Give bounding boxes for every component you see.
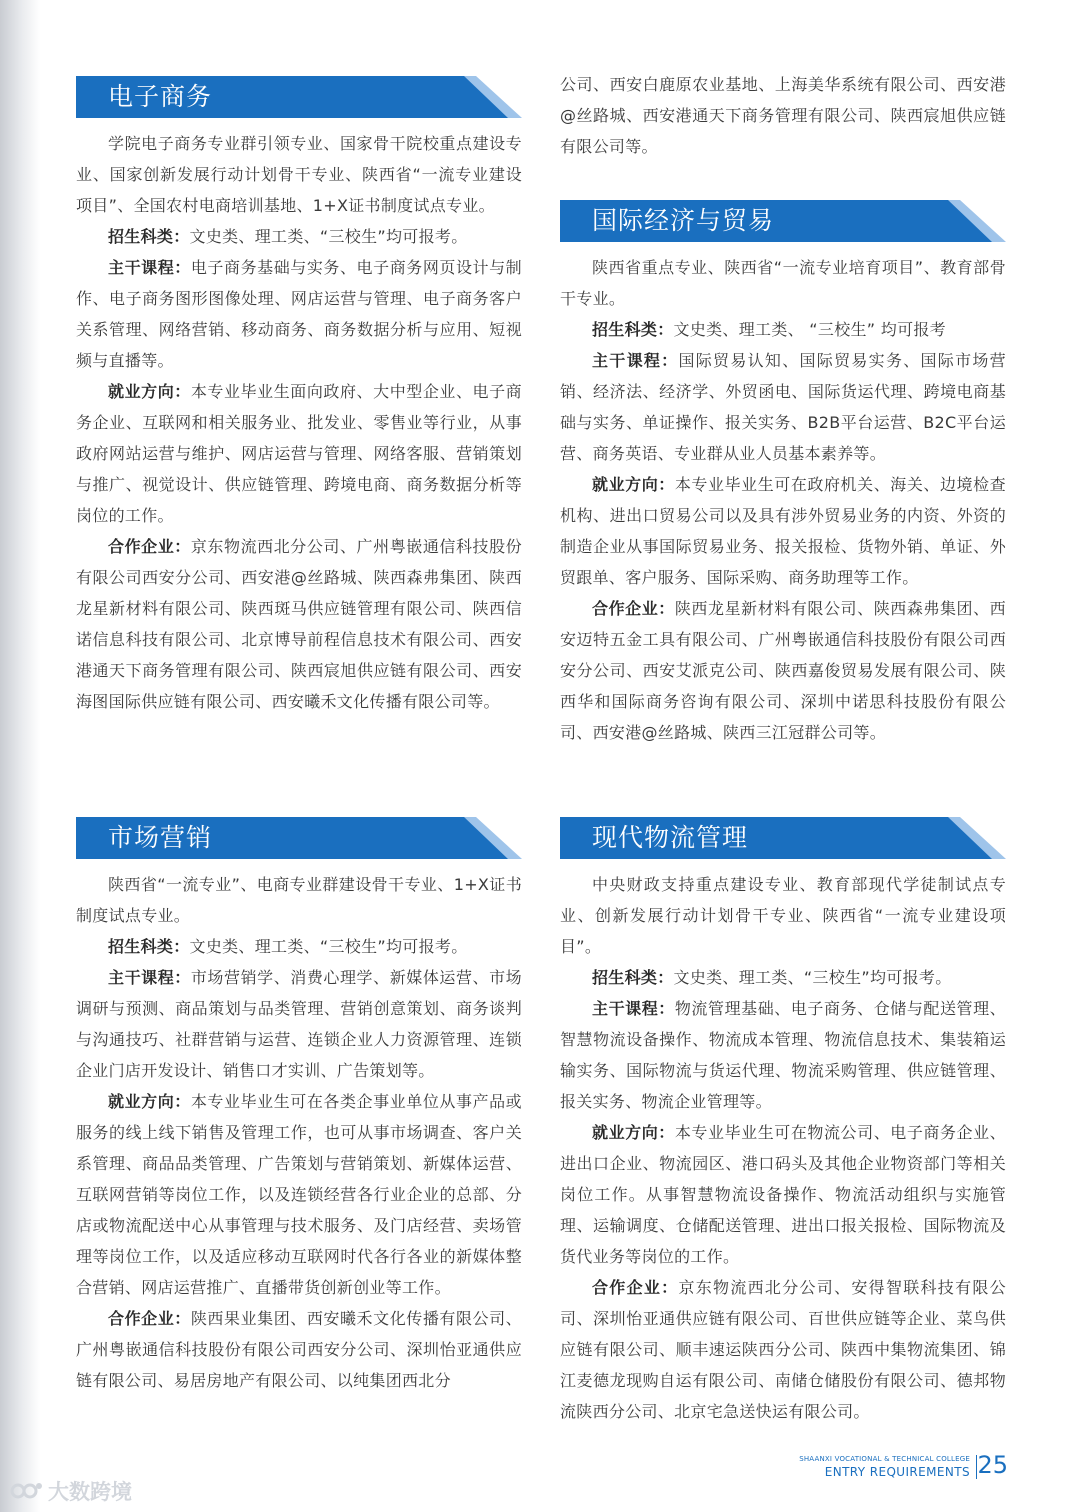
jobs-text: 本专业毕业生可在各类企事业单位从事产品或服务的线上线下销售及管理工作，也可从事市场调查、客户关系管理、商品品类管理、广告策划与营销策划、新媒体运营、互联网营销等岗位工作，以及连锁经营各行业企业的总部、分店或物流配送中心从事管理与技术服务、及门店经营、卖场管理等岗位工作，以及适应移动互联网时代各行各业的新媒体整合营销、网店运营推广、直播带货创新创业等工作。	[76, 1092, 522, 1297]
section-trade	[560, 200, 1006, 748]
jobs-label: 就业方向：	[592, 475, 675, 494]
footer-college-name: SHAANXI VOCATIONAL & TECHNICAL COLLEGE	[799, 1455, 970, 1463]
partners-label: 合作企业：	[592, 1278, 679, 1297]
page-footer	[768, 1453, 1008, 1483]
partners-label: 合作企业：	[108, 537, 191, 556]
footer-section-name: ENTRY REQUIREMENTS	[824, 1465, 970, 1479]
enroll-paragraph	[76, 221, 522, 252]
partners-text: 京东物流西北分公司、广州粤嵌通信科技股份有限公司西安分公司、西安港@丝路城、陕西森弗集团、陕西龙星新材料有限公司、陕西斑马供应链管理有限公司、陕西信诺信息科技有限公司、北京博导前程信息技术有限公司、西安港通天下商务管理有限公司、陕西宸旭供应链有限公司、西安海图国际供应链有限公司、西安曦禾文化传播有限公司等。	[76, 537, 522, 711]
courses-text: 物流管理基础、电子商务、仓储与配送管理、智慧物流设备操作、物流成本管理、物流信息技术、集装箱运输实务、国际物流与货运代理、物流采购管理、供应链管理、报关实务、物流企业管理等。	[560, 999, 1006, 1111]
section-heading-bar	[76, 76, 522, 118]
watermark-logo-icon	[10, 1479, 44, 1503]
partners-text: 陕西龙星新材料有限公司、陕西森弗集团、西安迈特五金工具有限公司、广州粤嵌通信科技股份有限公司西安分公司、西安艾派克公司、陕西嘉俊贸易发展有限公司、陕西华和国际商务咨询有限公司、深圳中诺思科技股份有限公司、西安港@丝路城、陕西三江冠群公司等。	[560, 599, 1006, 742]
jobs-label: 就业方向：	[108, 1092, 191, 1111]
section-heading-bar	[560, 817, 1006, 859]
section-intro: 陕西省“一流专业”、电商专业群建设骨干专业、1+X证书制度试点专业。	[76, 875, 522, 925]
section-marketing-continued	[560, 69, 1006, 162]
jobs-label: 就业方向：	[592, 1123, 675, 1142]
partners-paragraph	[76, 531, 522, 717]
courses-text: 电子商务基础与实务、电子商务网页设计与制作、电子商务图形图像处理、网店运营与管理、电子商务客户关系管理、网络营销、移动商务、商务数据分析与应用、短视频与直播等。	[76, 258, 522, 370]
section-intro: 学院电子商务专业群引领专业、国家骨干院校重点建设专业、国家创新发展行动计划骨干专业、陕西省“一流专业建设项目”、全国农村电商培训基地、1+X证书制度试点专业。	[76, 134, 522, 215]
section-title: 电子商务	[108, 82, 213, 111]
courses-label: 主干课程：	[592, 351, 679, 370]
watermark-text: 大数跨境	[48, 1480, 132, 1504]
page-number: 25	[977, 1451, 1008, 1479]
courses-paragraph	[76, 252, 522, 376]
enroll-label: 招生科类：	[592, 320, 674, 339]
jobs-paragraph	[560, 1117, 1006, 1272]
jobs-text: 本专业毕业生可在物流公司、电子商务企业、进出口企业、物流园区、港口码头及其他企业物资部门等相关岗位工作。从事智慧物流设备操作、物流活动组织与实施管理、运输调度、仓储配送管理、进出口报关报检、国际物流及货代业务等岗位的工作。	[560, 1123, 1006, 1266]
section-intro: 陕西省重点专业、陕西省“一流专业培育项目”、教育部骨干专业。	[560, 258, 1006, 308]
courses-paragraph	[76, 962, 522, 1086]
enroll-label: 招生科类：	[592, 968, 674, 987]
section-title: 现代物流管理	[592, 823, 749, 852]
partners-text: 陕西果业集团、西安曦禾文化传播有限公司、广州粤嵌通信科技股份有限公司西安分公司、深圳怡亚通供应链有限公司、易居房地产有限公司、以纯集团西北分	[76, 1309, 522, 1390]
section-ecommerce	[76, 76, 522, 717]
enroll-paragraph	[76, 931, 522, 962]
jobs-label: 就业方向：	[108, 382, 191, 401]
partners-label: 合作企业：	[108, 1309, 191, 1328]
enroll-label: 招生科类：	[108, 937, 190, 956]
section-intro: 中央财政支持重点建设专业、教育部现代学徒制试点专业、创新发展行动计划骨干专业、陕西省“一流专业建设项目”。	[560, 875, 1006, 956]
section-marketing	[76, 817, 522, 1396]
page-edge-shadow	[0, 0, 40, 1512]
courses-text: 国际贸易认知、国际贸易实务、国际市场营销、经济法、经济学、外贸函电、国际货运代理、跨境电商基础与实务、单证操作、报关实务、B2B平台运营、B2C平台运营、商务英语、专业群从业人员基本素养等。	[560, 351, 1006, 463]
courses-label: 主干课程：	[108, 258, 191, 277]
enroll-paragraph	[560, 314, 1006, 345]
partners-paragraph	[560, 1272, 1006, 1427]
partners-label: 合作企业：	[592, 599, 675, 618]
enroll-text: 文史类、理工类、“三校生”均可报考。	[189, 937, 468, 956]
enroll-text: 文史类、理工类、 “三校生” 均可报考	[673, 320, 946, 339]
section-heading-bar	[76, 817, 522, 859]
partners-paragraph	[76, 1303, 522, 1396]
jobs-paragraph	[76, 376, 522, 531]
jobs-text: 本专业毕业生可在政府机关、海关、边境检查机构、进出口贸易公司以及具有涉外贸易业务的内资、外资的制造企业从事国际贸易业务、报关报检、货物外销、单证、外贸跟单、客户服务、国际采购、商务助理等工作。	[560, 475, 1006, 587]
partners-paragraph	[560, 593, 1006, 748]
enroll-label: 招生科类：	[108, 227, 190, 246]
section-title: 国际经济与贸易	[592, 206, 775, 235]
enroll-text: 文史类、理工类、“三校生”均可报考。	[189, 227, 468, 246]
courses-label: 主干课程：	[592, 999, 675, 1018]
partners-text: 京东物流西北分公司、安得智联科技有限公司、深圳怡亚通供应链有限公司、百世供应链等企业、菜鸟供应链有限公司、顺丰速运陕西分公司、陕西中集物流集团、锦江麦德龙现购自运有限公司、南储仓储股份有限公司、德邦物流陕西分公司、北京宅急送快运有限公司。	[560, 1278, 1006, 1421]
enroll-paragraph	[560, 962, 1006, 993]
courses-text: 市场营销学、消费心理学、新媒体运营、市场调研与预测、商品策划与品类管理、营销创意策划、商务谈判与沟通技巧、社群营销与运营、连锁企业人力资源管理、连锁企业门店开发设计、销售口才实训、广告策划等。	[76, 968, 522, 1080]
jobs-paragraph	[560, 469, 1006, 593]
section-heading-bar	[560, 200, 1006, 242]
section-logistics	[560, 817, 1006, 1427]
section-title: 市场营销	[108, 823, 213, 852]
courses-paragraph	[560, 345, 1006, 469]
courses-label: 主干课程：	[108, 968, 191, 987]
partners-continued-text: 公司、西安白鹿原农业基地、上海美华系统有限公司、西安港@丝路城、西安港通天下商务管理有限公司、陕西宸旭供应链有限公司等。	[560, 75, 1006, 156]
courses-paragraph	[560, 993, 1006, 1117]
jobs-text: 本专业毕业生面向政府、大中型企业、电子商务企业、互联网和相关服务业、批发业、零售业等行业，从事政府网站运营与维护、网店运营与管理、网络客服、营销策划与推广、视觉设计、供应链管理、跨境电商、商务数据分析等岗位的工作。	[76, 382, 522, 525]
watermark	[10, 1476, 132, 1506]
enroll-text: 文史类、理工类、“三校生”均可报考。	[673, 968, 952, 987]
jobs-paragraph	[76, 1086, 522, 1303]
